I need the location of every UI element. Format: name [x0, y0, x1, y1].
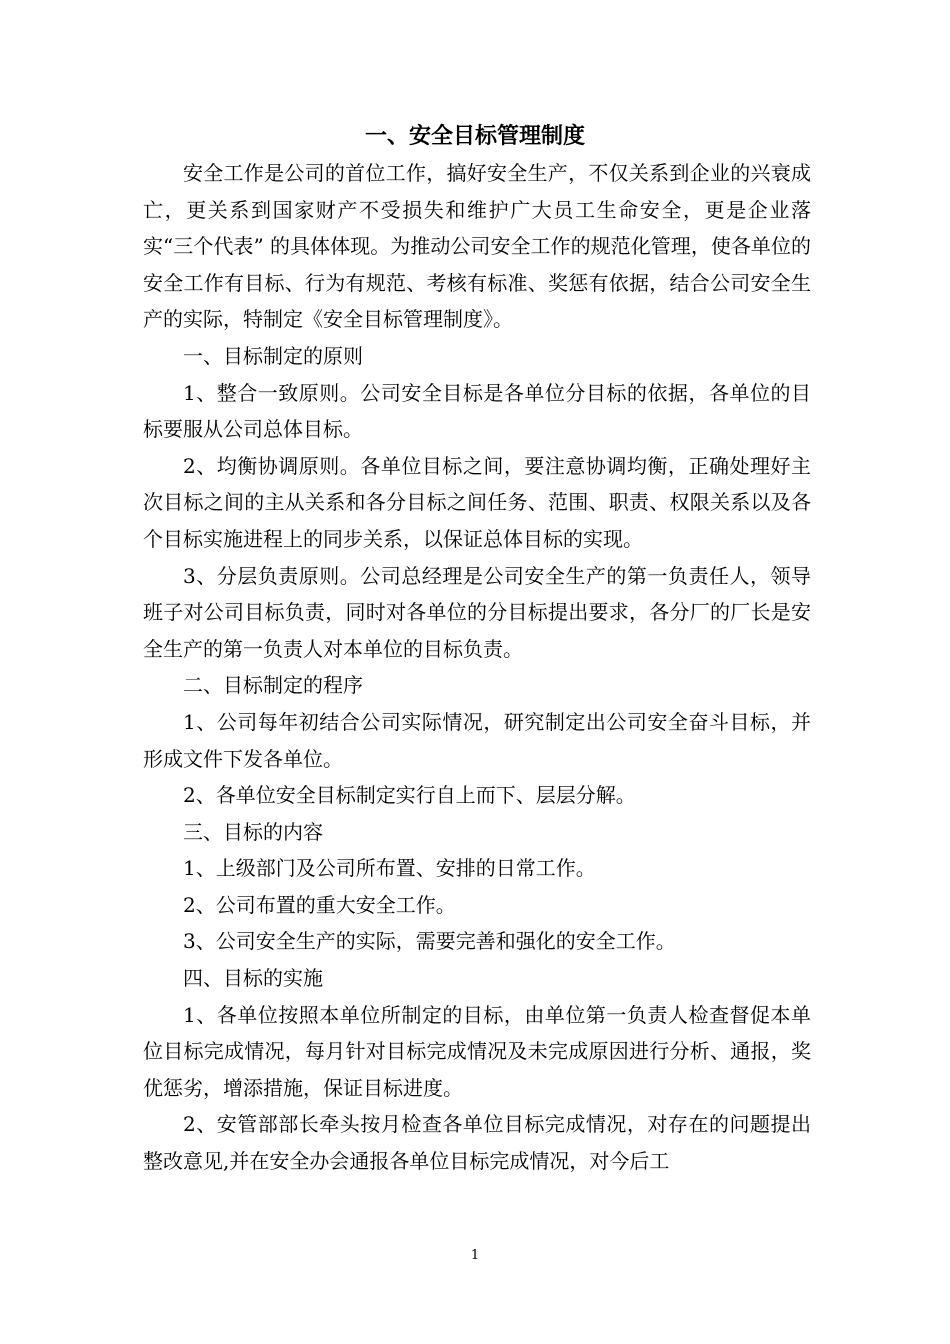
- page-number: 1: [470, 1248, 480, 1263]
- procedure-paragraph-2: 2、各单位安全目标制定实行自上而下、层层分解。: [183, 783, 636, 808]
- principle-paragraph-1: 1、整合一致原则。公司安全目标是各单位分目标的依据，各单位的目标要服从公司总体目标。: [143, 380, 811, 442]
- implementation-paragraph-2: 2、安管部部长牵头按月检查各单位目标完成情况，对存在的问题提出整改意见,并在安全办会通报各单位目标完成情况，对今后工: [143, 1112, 811, 1174]
- section-heading-content: 三、目标的内容: [183, 819, 323, 844]
- section-heading-principles: 一、目标制定的原则: [183, 343, 363, 368]
- document-title: 一、安全目标管理制度: [364, 124, 585, 149]
- content-paragraph-1: 1、上级部门及公司所布置、安排的日常工作。: [183, 856, 596, 881]
- principle-paragraph-2: 2、均衡协调原则。各单位目标之间，要注意协调均衡，正确处理好主次目标之间的主从关系和各分目标之间任务、范围、职责、权限关系以及各个目标实施进程上的同步关系，以保证总体目标的实现。: [143, 453, 811, 551]
- principle-paragraph-3: 3、分层负责原则。公司总经理是公司安全生产的第一负责任人，领导班子对公司目标负责，同时对各单位的分目标提出要求，各分厂的厂长是安全生产的第一负责人对本单位的目标负责。: [143, 563, 811, 661]
- section-heading-implementation: 四、目标的实施: [183, 966, 323, 991]
- content-paragraph-2: 2、公司布置的重大安全工作。: [183, 892, 456, 917]
- implementation-paragraph-1: 1、各单位按照本单位所制定的目标，由单位第一负责人检查督促本单位目标完成情况，每月针对目标完成情况及未完成原因进行分析、通报，奖优惩劣，增添措施，保证目标进度。: [143, 1002, 811, 1100]
- section-heading-procedure: 二、目标制定的程序: [183, 673, 363, 698]
- document-body: [143, 155, 811, 1180]
- intro-paragraph: 安全工作是公司的首位工作，搞好安全生产，不仅关系到企业的兴衰成亡，更关系到国家财产不受损失和维护广大员工生命安全，更是企业落实“三个代表” 的具体体现。为推动公司安全工作的规范化管理，使各单位的安全工作有目标、行为有规范、考核有标准、奖惩有依据，结合公司安全生产的实际，特制定《安全目标管理制度》。: [143, 161, 811, 332]
- content-paragraph-3: 3、公司安全生产的实际，需要完善和强化的安全工作。: [183, 929, 676, 954]
- procedure-paragraph-1: 1、公司每年初结合公司实际情况，研究制定出公司安全奋斗目标，并形成文件下发各单位。: [143, 709, 811, 771]
